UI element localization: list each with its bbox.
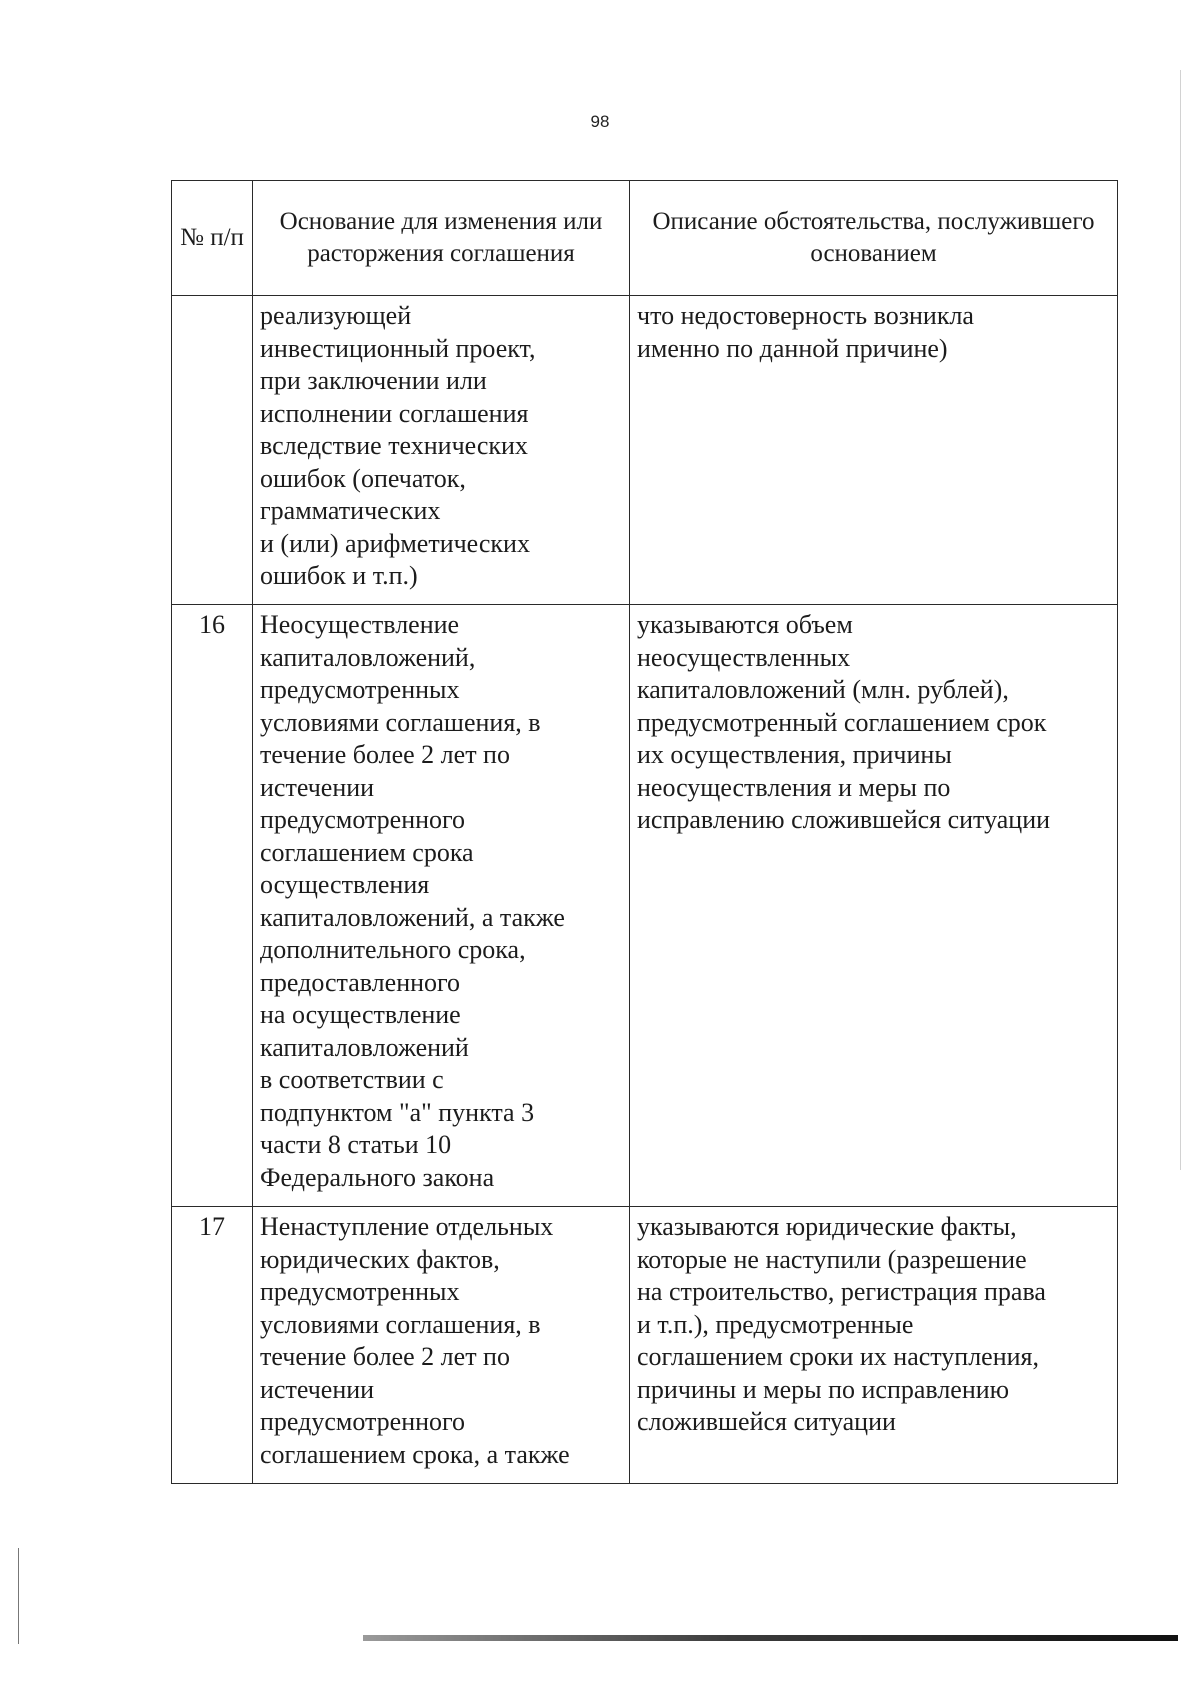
text-line: капиталовложений (млн. рублей), [637,675,1009,704]
text-line: предусмотренных [260,1277,460,1306]
text-line: Федерального закона [260,1162,495,1192]
text-line: предусмотренного [260,1407,466,1436]
scan-margin-line [18,1548,19,1644]
text-line: неосуществленных [637,642,851,672]
scan-bottom-bar [363,1635,1178,1641]
header-description: Описание обстоятельства, послужившего основанием [630,181,1118,296]
text-line: течение более 2 лет по [260,1342,510,1371]
description-text [637,609,1111,837]
text-line: предусмотренного [260,805,466,834]
basis-text [260,1211,623,1471]
text-line: капиталовложений, а также [260,902,565,932]
text-line: ошибок и т.п.) [260,561,418,590]
text-line: предусмотренных [260,675,460,704]
row-number-cell: 16 [172,605,253,1207]
text-line: соглашением срока [260,837,474,867]
row-number-cell: 17 [172,1207,253,1484]
text-line: подпунктом "а" пункта 3 [260,1097,535,1127]
page-number: 98 [590,112,610,131]
description-cell [630,1207,1118,1484]
description-text [637,300,1111,365]
basis-text [260,300,623,593]
grounds-table [171,180,1118,1484]
text-line: сложившейся ситуации [637,1407,896,1436]
text-line: течение более 2 лет по [260,740,510,769]
text-line: юридических фактов, [260,1244,500,1274]
text-line: истечении [260,772,375,802]
basis-text [260,609,623,1194]
text-line: указываются объем [637,610,853,639]
table-header-row [172,181,1118,296]
text-line: причины и меры по исправлению [637,1374,1010,1404]
table-row [172,1207,1118,1484]
text-line: предусмотренный соглашением срок [637,707,1047,737]
text-line: указываются юридические факты, [637,1212,1017,1241]
text-line: неосуществления и меры по [637,772,951,802]
text-line: в соответствии с [260,1065,444,1094]
text-line: условиями соглашения, в [260,707,541,737]
text-line: при заключении или [260,366,487,395]
text-line: грамматических [260,496,441,525]
text-line: исправлению сложившейся ситуации [637,805,1051,834]
text-line: условиями соглашения, в [260,1309,541,1339]
text-line: дополнительного срока, [260,935,526,964]
text-line: капиталовложений [260,1032,469,1062]
text-line: капиталовложений, [260,642,476,672]
table-row [172,296,1118,605]
text-line: реализующей [260,301,412,330]
text-line: исполнении соглашения [260,398,529,428]
text-line: истечении [260,1374,375,1404]
header-number: № п/п [172,181,253,296]
text-line: соглашением срока, а также [260,1439,570,1469]
header-basis: Основание для изменения или расторжения соглашения [253,181,630,296]
basis-cell [253,296,630,605]
text-line: соглашением сроки их наступления, [637,1342,1040,1371]
text-line: их осуществления, причины [637,740,952,769]
text-line: что недостоверность возникла [637,301,974,330]
text-line: на осуществление [260,1000,461,1029]
description-cell [630,296,1118,605]
text-line: осуществления [260,870,430,899]
text-line: которые не наступили (разрешение [637,1244,1027,1274]
text-line: предоставленного [260,967,461,997]
row-number-cell [172,296,253,605]
text-line: и т.п.), предусмотренные [637,1309,914,1339]
text-line: Неосуществление [260,610,460,639]
text-line: и (или) арифметических [260,528,530,558]
basis-cell [253,605,630,1207]
text-line: вследствие технических [260,431,528,460]
text-line: именно по данной причине) [637,333,948,363]
text-line: на строительство, регистрация права [637,1277,1046,1306]
text-line: инвестиционный проект, [260,333,536,363]
scan-edge-line [1180,70,1181,1170]
text-line: части 8 статьи 10 [260,1130,452,1159]
table-row [172,605,1118,1207]
basis-cell [253,1207,630,1484]
text-line: ошибок (опечаток, [260,463,466,493]
description-text [637,1211,1111,1439]
text-line: Ненаступление отдельных [260,1212,554,1241]
description-cell [630,605,1118,1207]
